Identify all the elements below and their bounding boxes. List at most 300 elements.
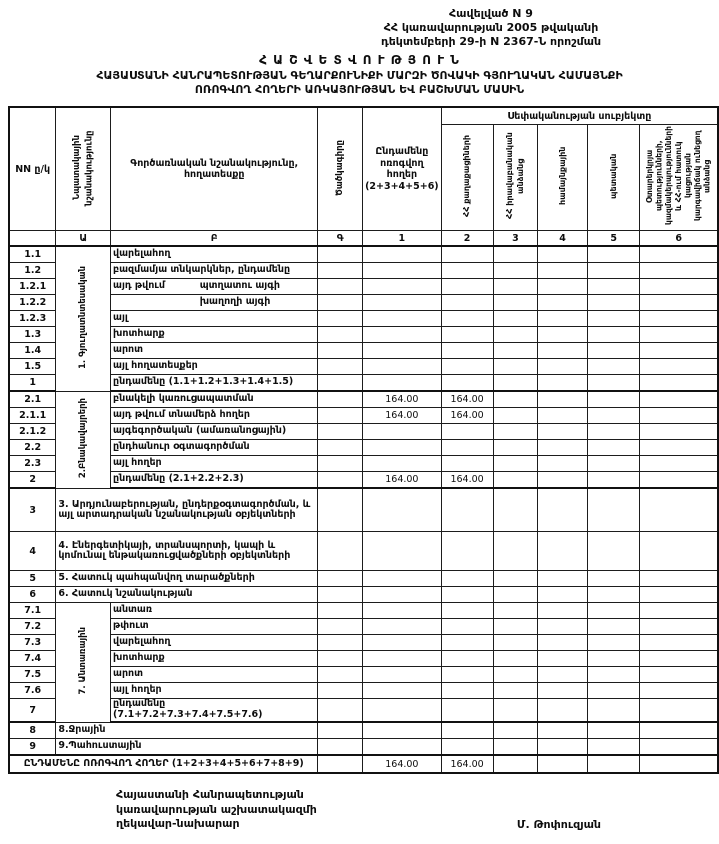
row-number: 2.3	[9, 456, 56, 472]
table-row	[9, 343, 718, 359]
appendix-line-3: դեկտեմբերի 29-ի N 2367-Ն որոշման	[380, 34, 602, 48]
cell-owner-citizens	[441, 699, 493, 722]
cell-owner-citizens	[441, 587, 493, 603]
cell-code	[318, 424, 363, 440]
section-label-text: 1. Գյուղատնտեսական	[78, 266, 89, 370]
cell-owner-state	[587, 722, 640, 739]
row-number: 1.2.3	[9, 311, 56, 327]
row-number: 2	[9, 472, 56, 489]
cell-owner-state	[587, 440, 640, 456]
cell-owner-legal	[493, 683, 538, 699]
cell-owner-community	[538, 246, 588, 263]
col-header-owner-1-text: ՀՀ քաղաքացիների	[462, 135, 472, 218]
cell-owner-legal	[493, 263, 538, 279]
cell-total	[363, 359, 442, 375]
row-label	[111, 295, 318, 311]
cell-owner-community	[538, 603, 588, 619]
table-row	[9, 472, 718, 489]
row-number: 5	[9, 571, 56, 587]
grand-total-label: ԸՆԴԱՄԵՆԸ ՈՌՈԳՎՈՂ ՀՈՂԵՐ (1+2+3+4+5+6+7+8+9)	[9, 755, 318, 773]
cell-owner-citizens	[441, 263, 493, 279]
cell-owner-community	[538, 571, 588, 587]
row-label: արոտ	[111, 343, 318, 359]
cell-owner-citizens	[441, 327, 493, 343]
table-row	[9, 391, 718, 408]
cell-owner-legal	[493, 699, 538, 722]
row-label-split	[111, 297, 317, 308]
cell-owner-state	[587, 619, 640, 635]
cell-owner-state	[587, 246, 640, 263]
col-header-owner-2	[493, 125, 538, 231]
col-header-functional: Գործառնական նշանակությունը, հողատեսքը	[111, 107, 318, 231]
row-label: այլ	[111, 311, 318, 327]
cell-owner-foreign	[640, 327, 718, 343]
cell-owner-foreign	[640, 683, 718, 699]
cell-owner-community	[538, 587, 588, 603]
cell-total	[363, 295, 442, 311]
row-number: 7.5	[9, 667, 56, 683]
header-row-1	[9, 107, 718, 125]
cell-total	[363, 532, 442, 571]
table-row	[9, 619, 718, 635]
table-row	[9, 587, 718, 603]
row-label: այդ թվում տնամերձ հողեր	[111, 408, 318, 424]
cell-code	[318, 699, 363, 722]
cell-owner-foreign	[640, 359, 718, 375]
column-index-5: 2	[441, 231, 493, 247]
column-index-4: 1	[363, 231, 442, 247]
row-number: 7.3	[9, 635, 56, 651]
table-row	[9, 722, 718, 739]
cell-code	[318, 440, 363, 456]
cell-owner-citizens	[441, 440, 493, 456]
cell-total	[363, 327, 442, 343]
cell-owner-state	[587, 327, 640, 343]
cell-owner-community	[538, 295, 588, 311]
cell-total	[363, 263, 442, 279]
row-number: 2.2	[9, 440, 56, 456]
section-label	[56, 391, 111, 488]
cell-owner-state	[587, 359, 640, 375]
cell-total	[363, 603, 442, 619]
table-row	[9, 667, 718, 683]
cell-owner-foreign	[640, 311, 718, 327]
table-row	[9, 375, 718, 392]
cell-owner-state	[587, 667, 640, 683]
cell-owner-citizens	[441, 603, 493, 619]
row-number: 7.4	[9, 651, 56, 667]
cell-owner-community	[538, 391, 588, 408]
cell-owner-state	[587, 532, 640, 571]
cell-owner-community	[538, 488, 588, 532]
table-body	[9, 246, 718, 773]
table-row	[9, 327, 718, 343]
col-header-owner-4	[587, 125, 640, 231]
row-label: 6. Հատուկ նշանակության	[56, 587, 318, 603]
cell-owner-legal	[493, 722, 538, 739]
cell-owner-legal	[493, 755, 538, 773]
cell-owner-state	[587, 651, 640, 667]
section-label	[56, 246, 111, 391]
row-number: 1.2.1	[9, 279, 56, 295]
cell-code	[318, 722, 363, 739]
cell-owner-state	[587, 755, 640, 773]
cell-owner-state	[587, 279, 640, 295]
cell-owner-legal	[493, 587, 538, 603]
cell-owner-state	[587, 635, 640, 651]
cell-owner-community	[538, 635, 588, 651]
cell-owner-foreign	[640, 699, 718, 722]
cell-owner-citizens: 164.00	[441, 472, 493, 489]
report-title-block	[0, 53, 719, 97]
row-label: վարելահող	[111, 635, 318, 651]
cell-owner-foreign	[640, 488, 718, 532]
cell-code	[318, 635, 363, 651]
cell-owner-community	[538, 755, 588, 773]
col-header-owner-5	[640, 125, 718, 231]
cell-code	[318, 739, 363, 756]
cell-code	[318, 571, 363, 587]
cell-owner-state	[587, 295, 640, 311]
cell-owner-community	[538, 408, 588, 424]
cell-code	[318, 391, 363, 408]
cell-owner-community	[538, 359, 588, 375]
cell-owner-foreign	[640, 587, 718, 603]
cell-total	[363, 488, 442, 532]
cell-owner-foreign	[640, 635, 718, 651]
cell-owner-legal	[493, 295, 538, 311]
cell-owner-state	[587, 408, 640, 424]
cell-total	[363, 456, 442, 472]
table-row	[9, 699, 718, 722]
cell-owner-citizens	[441, 456, 493, 472]
document-page	[0, 7, 719, 844]
col-header-owner-5-text: Օտարերկրյա պետությունների, կազմակերպությունների և ՀՀ-ում հատուկ կացության կարգավիճակ ունեցող անձանց	[645, 126, 712, 226]
row-number: 1.4	[9, 343, 56, 359]
cell-owner-foreign	[640, 456, 718, 472]
cell-code	[318, 587, 363, 603]
table-row	[9, 424, 718, 440]
cell-owner-legal	[493, 603, 538, 619]
cell-code	[318, 619, 363, 635]
col-header-nn: NN ը/կ	[9, 107, 56, 231]
footer	[0, 788, 719, 831]
cell-owner-state	[587, 263, 640, 279]
cell-owner-state	[587, 603, 640, 619]
cell-owner-community	[538, 722, 588, 739]
table-row	[9, 603, 718, 619]
table-row	[9, 440, 718, 456]
cell-code	[318, 488, 363, 532]
cell-owner-legal	[493, 343, 538, 359]
cell-code	[318, 359, 363, 375]
row-number: 8	[9, 722, 56, 739]
cell-owner-legal	[493, 246, 538, 263]
cell-owner-community	[538, 440, 588, 456]
row-label: 8.Ջրային	[56, 722, 318, 739]
cell-owner-community	[538, 456, 588, 472]
cell-owner-foreign	[640, 667, 718, 683]
cell-owner-legal	[493, 279, 538, 295]
cell-owner-legal	[493, 651, 538, 667]
cell-code	[318, 408, 363, 424]
section-label-text: 2.Բնակավայրերի	[78, 398, 89, 479]
cell-total	[363, 635, 442, 651]
cell-code	[318, 472, 363, 489]
cell-owner-state	[587, 343, 640, 359]
cell-owner-citizens	[441, 739, 493, 756]
cell-owner-foreign	[640, 755, 718, 773]
cell-owner-citizens	[441, 246, 493, 263]
table-row	[9, 635, 718, 651]
cell-owner-state	[587, 375, 640, 392]
cell-owner-legal	[493, 311, 538, 327]
cell-owner-community	[538, 343, 588, 359]
cell-owner-foreign	[640, 343, 718, 359]
cell-code	[318, 456, 363, 472]
cell-total	[363, 667, 442, 683]
cell-owner-foreign	[640, 408, 718, 424]
cell-owner-state	[587, 391, 640, 408]
cell-code	[318, 295, 363, 311]
row-label-left: այդ թվում	[113, 280, 165, 292]
row-number: 4	[9, 532, 56, 571]
cell-owner-community	[538, 532, 588, 571]
column-index-8: 5	[587, 231, 640, 247]
cell-owner-citizens	[441, 619, 493, 635]
cell-owner-legal	[493, 391, 538, 408]
cell-owner-state	[587, 739, 640, 756]
report-title: Հ Ա Շ Վ Ե Տ Վ Ո Ւ Թ Յ Ո Ւ Ն	[259, 53, 460, 68]
cell-owner-citizens	[441, 295, 493, 311]
cell-owner-foreign	[640, 472, 718, 489]
row-label-split	[111, 281, 317, 292]
cell-total	[363, 424, 442, 440]
table-row	[9, 279, 718, 295]
cell-owner-foreign	[640, 619, 718, 635]
row-label-right: պտղատու այգի	[199, 280, 280, 292]
row-number: 1.3	[9, 327, 56, 343]
cell-owner-foreign	[640, 532, 718, 571]
cell-owner-state	[587, 424, 640, 440]
cell-owner-state	[587, 571, 640, 587]
cell-owner-community	[538, 739, 588, 756]
table-row	[9, 311, 718, 327]
row-label: վարելահող	[111, 246, 318, 263]
cell-owner-citizens	[441, 571, 493, 587]
cell-owner-citizens	[441, 722, 493, 739]
report-table	[8, 106, 719, 774]
cell-code	[318, 667, 363, 683]
row-label: ընդամենը (2.1+2.2+2.3)	[111, 472, 318, 489]
row-number: 3	[9, 488, 56, 532]
cell-code	[318, 246, 363, 263]
row-number: 6	[9, 587, 56, 603]
cell-code	[318, 279, 363, 295]
cell-owner-community	[538, 619, 588, 635]
cell-code	[318, 651, 363, 667]
row-number: 2.1	[9, 391, 56, 408]
col-header-owner-3-text: համայնքային	[558, 147, 567, 206]
col-header-ownership-group: Սեփականության սուբյեկտը	[441, 107, 718, 125]
cell-owner-foreign	[640, 651, 718, 667]
cell-owner-legal	[493, 472, 538, 489]
col-header-owner-4-text: պետական	[609, 153, 619, 200]
cell-code	[318, 343, 363, 359]
cell-total	[363, 651, 442, 667]
cell-total	[363, 343, 442, 359]
row-number: 7.6	[9, 683, 56, 699]
cell-total: 164.00	[363, 391, 442, 408]
cell-code	[318, 263, 363, 279]
cell-owner-citizens	[441, 311, 493, 327]
table-row	[9, 651, 718, 667]
row-number: 7.2	[9, 619, 56, 635]
cell-owner-foreign	[640, 571, 718, 587]
column-index-1: Ա	[56, 231, 111, 247]
column-index-0	[9, 231, 56, 247]
cell-total: 164.00	[363, 755, 442, 773]
row-label: թփուտ	[111, 619, 318, 635]
table-row	[9, 488, 718, 532]
table-row	[9, 408, 718, 424]
footer-office-line-1: Հայաստանի Հանրապետության	[116, 788, 304, 802]
appendix-note	[291, 7, 691, 48]
row-number: 7	[9, 699, 56, 722]
table-head	[9, 107, 718, 246]
cell-owner-citizens	[441, 343, 493, 359]
cell-owner-community	[538, 424, 588, 440]
cell-owner-foreign	[640, 263, 718, 279]
cell-owner-legal	[493, 619, 538, 635]
table-row	[9, 246, 718, 263]
section-label-text: 7. Անտառային	[78, 627, 89, 695]
cell-owner-state	[587, 683, 640, 699]
table-row	[9, 571, 718, 587]
cell-total: 164.00	[363, 472, 442, 489]
cell-owner-legal	[493, 408, 538, 424]
row-label: 4. Էներգետիկայի, տրանսպորտի, կապի և կոմունալ ենթակառուցվածքների օբյեկտների	[56, 532, 318, 571]
cell-owner-citizens	[441, 667, 493, 683]
cell-owner-community	[538, 279, 588, 295]
row-label: անտառ	[111, 603, 318, 619]
cell-owner-community	[538, 699, 588, 722]
cell-owner-citizens	[441, 488, 493, 532]
col-header-code-text: Ծածկագիրը	[335, 139, 346, 196]
cell-owner-legal	[493, 327, 538, 343]
cell-total	[363, 571, 442, 587]
column-index-row	[9, 231, 718, 247]
cell-owner-legal	[493, 571, 538, 587]
cell-owner-foreign	[640, 295, 718, 311]
column-index-2: Բ	[111, 231, 318, 247]
cell-owner-citizens	[441, 375, 493, 392]
cell-owner-legal	[493, 424, 538, 440]
cell-total	[363, 311, 442, 327]
col-header-owner-3	[538, 125, 588, 231]
row-label-left	[111, 297, 200, 308]
cell-owner-foreign	[640, 424, 718, 440]
row-number: 2.1.1	[9, 408, 56, 424]
table-row	[9, 359, 718, 375]
row-label: այլ հողատեսքեր	[111, 359, 318, 375]
column-index-3: Գ	[318, 231, 363, 247]
row-label: ընդհանուր օգտագործման	[111, 440, 318, 456]
col-header-purpose-text: Նպատակային նշանակությունը	[71, 130, 95, 206]
cell-total	[363, 279, 442, 295]
table-row	[9, 456, 718, 472]
table-row	[9, 263, 718, 279]
cell-code	[318, 311, 363, 327]
cell-owner-legal	[493, 359, 538, 375]
section-label	[56, 603, 111, 722]
row-number: 1.1	[9, 246, 56, 263]
footer-office	[116, 788, 317, 831]
row-label: 3. Արդյունաբերության, ընդերքօգտագործման, և այլ արտադրական նշանակության օբյեկտների	[56, 488, 318, 532]
cell-total	[363, 722, 442, 739]
cell-owner-citizens	[441, 532, 493, 571]
cell-code	[318, 683, 363, 699]
column-index-7: 4	[538, 231, 588, 247]
footer-office-line-2: կառավարության աշխատակազմի	[116, 802, 317, 816]
row-label: այլ հողեր	[111, 456, 318, 472]
cell-total	[363, 587, 442, 603]
cell-owner-state	[587, 311, 640, 327]
cell-owner-foreign	[640, 375, 718, 392]
column-index-6: 3	[493, 231, 538, 247]
table-row	[9, 295, 718, 311]
cell-owner-foreign	[640, 246, 718, 263]
cell-code	[318, 327, 363, 343]
row-number: 1.2.2	[9, 295, 56, 311]
grand-total-row	[9, 755, 718, 773]
cell-total	[363, 699, 442, 722]
row-number: 1.2	[9, 263, 56, 279]
cell-total	[363, 375, 442, 392]
cell-owner-citizens	[441, 635, 493, 651]
column-index-9: 6	[640, 231, 718, 247]
cell-owner-community	[538, 651, 588, 667]
cell-owner-state	[587, 472, 640, 489]
cell-owner-state	[587, 488, 640, 532]
row-label: 9.Պահուստային	[56, 739, 318, 756]
report-subtitle-2: ՈՌՈԳՎՈՂ ՀՈՂԵՐԻ ԱՌԿԱՅՈՒԹՅԱՆ ԵՎ ԲԱՇԽՄԱՆ ՄԱՍԻՆ	[194, 83, 525, 97]
row-label: այգեգործական (ամառանոցային)	[111, 424, 318, 440]
table-row	[9, 532, 718, 571]
cell-owner-foreign	[640, 440, 718, 456]
cell-owner-citizens	[441, 279, 493, 295]
cell-owner-citizens	[441, 683, 493, 699]
cell-owner-state	[587, 587, 640, 603]
cell-owner-legal	[493, 739, 538, 756]
row-label-right: խաղողի այգի	[199, 296, 271, 308]
cell-owner-community	[538, 263, 588, 279]
col-header-owner-2-text: ՀՀ իրավաբանական անձանց	[505, 133, 526, 220]
cell-code	[318, 755, 363, 773]
row-label: 5. Հատուկ պահպանվող տարածքների	[56, 571, 318, 587]
cell-code	[318, 603, 363, 619]
col-header-code	[318, 107, 363, 231]
row-number: 1	[9, 375, 56, 392]
cell-owner-legal	[493, 488, 538, 532]
row-number: 1.5	[9, 359, 56, 375]
row-label: արոտ	[111, 667, 318, 683]
footer-office-line-3: ղեկավար-նախարար	[116, 816, 240, 830]
row-label: բնակելի կառուցապատման	[111, 391, 318, 408]
cell-owner-legal	[493, 456, 538, 472]
row-label: խոտհարք	[111, 327, 318, 343]
cell-owner-legal	[493, 532, 538, 571]
